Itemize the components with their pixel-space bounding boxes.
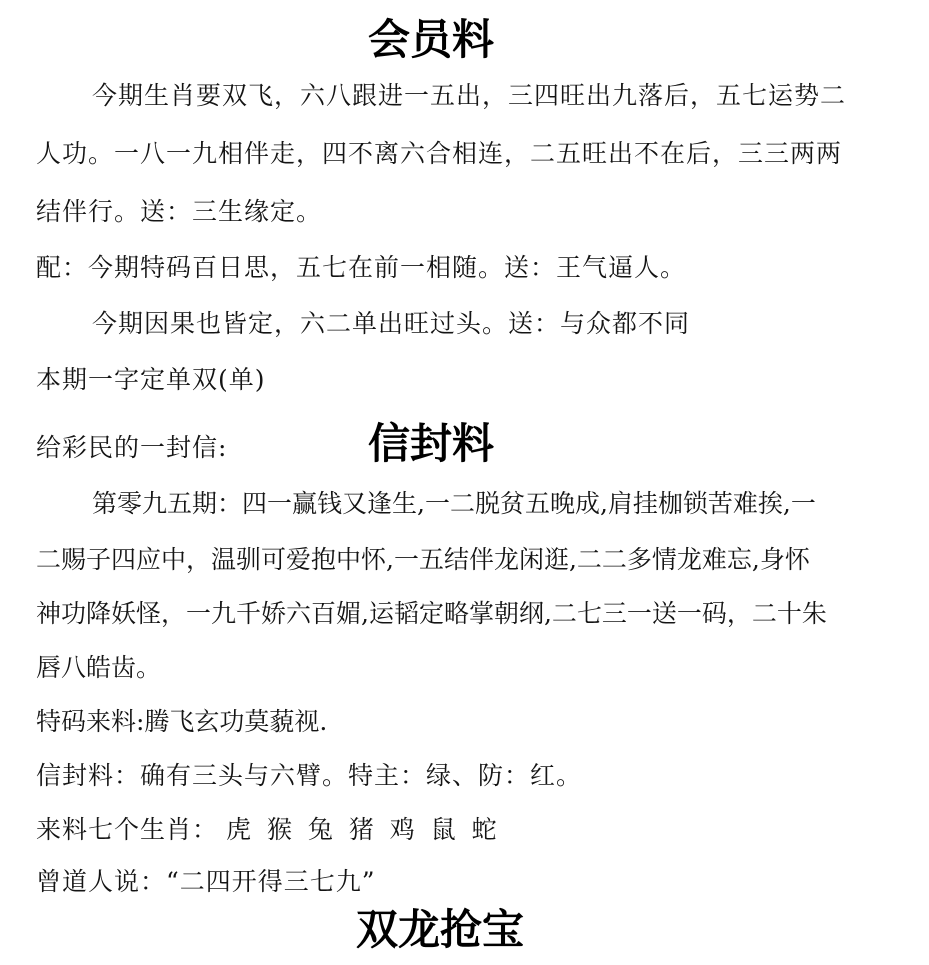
letter-poem-line-3: 神功降妖怪，一九千娇六百媚,运韬定略掌朝纲,二七三一送一码，二十朱 <box>36 599 827 628</box>
letter-poem-line-4: 唇八皓齿。 <box>36 653 162 682</box>
pair-line: 配：今期特码百日思，五七在前一相随。送：王气逼人。 <box>36 253 687 282</box>
heading-member-material: 会员料 <box>368 15 495 64</box>
letter-intro: 给彩民的一封信: <box>36 433 228 462</box>
seven-zodiacs-label: 来料七个生肖： <box>36 815 219 844</box>
taoist-saying-line: 曾道人说：“二四开得三七九” <box>36 867 376 896</box>
seven-zodiacs-list: 虎 猴 兔 猪 鸡 鼠 蛇 <box>226 815 501 844</box>
heading-double-dragon: 双龙抢宝 <box>356 905 525 954</box>
special-source-line: 特码来料:腾飞玄功莫藐视. <box>36 707 328 736</box>
single-double-line: 本期一字定单双(单) <box>36 365 266 394</box>
member-paragraph-line-2: 人功。一八一九相伴走，四不离六合相连，二五旺出不在后，三三两两 <box>36 139 843 168</box>
letter-poem-line-1: 第零九五期：四一赢钱又逢生,一二脱贫五晚成,肩挂枷锁苦难挨,一 <box>92 489 816 518</box>
heading-letter-material: 信封料 <box>368 419 495 468</box>
letter-poem-line-2: 二赐子四应中，温驯可爱抱中怀,一五结伴龙闲逛,二二多情龙难忘,身怀 <box>36 545 810 574</box>
member-paragraph-line-3: 结伴行。送：三生缘定。 <box>36 197 323 226</box>
member-paragraph-line-1: 今期生肖要双飞，六八跟进一五出，三四旺出九落后，五七运势二 <box>92 81 847 110</box>
envelope-material-line: 信封料：确有三头与六臂。特主：绿、防：红。 <box>36 761 583 790</box>
fate-line: 今期因果也皆定，六二单出旺过头。送：与众都不同 <box>92 309 691 338</box>
